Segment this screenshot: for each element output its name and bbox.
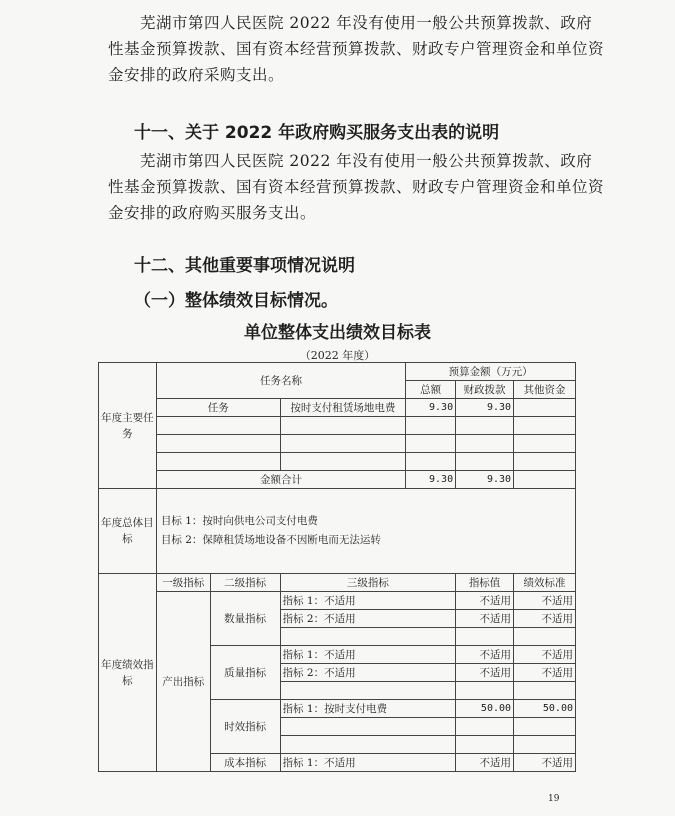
main-task-label: 年度主要任务 bbox=[99, 363, 157, 489]
page-number: 19 bbox=[548, 794, 560, 804]
quantity-index-1: 指标 1：不适用 bbox=[280, 592, 456, 610]
empty-cell bbox=[406, 453, 456, 471]
timeliness-index-1-value: 50.00 bbox=[456, 700, 514, 718]
quantity-index-1-standard: 不适用 bbox=[514, 592, 576, 610]
sum-other bbox=[514, 471, 576, 489]
empty-cell bbox=[456, 736, 514, 754]
paragraph-procurement: 芜湖市第四人民医院 2022 年没有使用一般公共预算拨款、政府性基金预算拨款、国有资本经营预算拨款、财政专户管理资金和单位资金安排的政府采购支出。 bbox=[108, 14, 605, 84]
empty-cell bbox=[456, 435, 514, 453]
task-label: 任务 bbox=[156, 399, 280, 417]
budget-header: 预算金额（万元） bbox=[406, 363, 576, 381]
empty-cell bbox=[280, 453, 406, 471]
heading-12: 十二、其他重要事项情况说明 bbox=[134, 256, 355, 276]
goal-2: 目标 2：保障租赁场地设备不因断电而无法运转 bbox=[160, 534, 381, 546]
empty-cell bbox=[406, 417, 456, 435]
empty-cell bbox=[514, 453, 576, 471]
index-value-header: 指标值 bbox=[456, 574, 514, 592]
cost-index-1-value: 不适用 bbox=[456, 754, 514, 772]
cost-index-1-standard: 不适用 bbox=[514, 754, 576, 772]
total-column-header: 总额 bbox=[406, 381, 456, 399]
empty-cell bbox=[514, 435, 576, 453]
level-1-header: 一级指标 bbox=[156, 574, 210, 592]
quantity-index-1-value: 不适用 bbox=[456, 592, 514, 610]
standard-header: 绩效标准 bbox=[514, 574, 576, 592]
empty-cell bbox=[514, 736, 576, 754]
empty-cell bbox=[456, 453, 514, 471]
sum-total: 9.30 bbox=[406, 471, 456, 489]
quality-index-1-value: 不适用 bbox=[456, 646, 514, 664]
overall-goals bbox=[156, 489, 575, 574]
empty-cell bbox=[280, 435, 406, 453]
task-1-other bbox=[514, 399, 576, 417]
empty-cell bbox=[514, 682, 576, 700]
task-1-total: 9.30 bbox=[406, 399, 456, 417]
quality-index-2-value: 不适用 bbox=[456, 664, 514, 682]
empty-cell bbox=[514, 718, 576, 736]
quality-index-1-standard: 不适用 bbox=[514, 646, 576, 664]
cost-index-1: 指标 1：不适用 bbox=[280, 754, 456, 772]
paragraph-purchase-services: 芜湖市第四人民医院 2022 年没有使用一般公共预算拨款、政府性基金预算拨款、国有资本经营预算拨款、财政专户管理资金和单位资金安排的政府购买服务支出。 bbox=[108, 152, 605, 222]
empty-cell bbox=[456, 628, 514, 646]
quality-indicator: 质量指标 bbox=[210, 646, 280, 700]
quality-index-2: 指标 2：不适用 bbox=[280, 664, 456, 682]
empty-cell bbox=[456, 718, 514, 736]
quality-index-1: 指标 1：不适用 bbox=[280, 646, 456, 664]
empty-cell bbox=[280, 736, 456, 754]
timeliness-index-1: 指标 1：按时支付电费 bbox=[280, 700, 456, 718]
quantity-index-2-value: 不适用 bbox=[456, 610, 514, 628]
goal-1: 目标 1：按时向供电公司支付电费 bbox=[160, 515, 318, 527]
task-name-header: 任务名称 bbox=[156, 363, 405, 399]
empty-cell bbox=[156, 417, 280, 435]
empty-cell bbox=[456, 417, 514, 435]
empty-cell bbox=[406, 435, 456, 453]
empty-cell bbox=[280, 682, 456, 700]
table-title: 单位整体支出绩效目标表 bbox=[244, 323, 431, 343]
quantity-index-2: 指标 2：不适用 bbox=[280, 610, 456, 628]
task-1-name: 按时支付租赁场地电费 bbox=[280, 399, 406, 417]
table-year: （2022 年度） bbox=[299, 349, 376, 362]
empty-cell bbox=[280, 628, 456, 646]
output-indicator: 产出指标 bbox=[156, 592, 210, 772]
level-2-header: 二级指标 bbox=[210, 574, 280, 592]
empty-cell bbox=[514, 628, 576, 646]
empty-cell bbox=[156, 453, 280, 471]
fiscal-column-header: 财政拨款 bbox=[456, 381, 514, 399]
overall-goal-label: 年度总体目标 bbox=[99, 489, 157, 574]
task-1-fiscal: 9.30 bbox=[456, 399, 514, 417]
timeliness-index-1-standard: 50.00 bbox=[514, 700, 576, 718]
empty-cell bbox=[280, 417, 406, 435]
timeliness-indicator: 时效指标 bbox=[210, 700, 280, 754]
level-3-header: 三级指标 bbox=[280, 574, 456, 592]
heading-12-1: （一）整体绩效目标情况。 bbox=[134, 291, 338, 311]
heading-11: 十一、关于 2022 年政府购买服务支出表的说明 bbox=[134, 123, 500, 143]
sum-label: 金额合计 bbox=[156, 471, 405, 489]
cost-indicator: 成本指标 bbox=[210, 754, 280, 772]
quantity-index-2-standard: 不适用 bbox=[514, 610, 576, 628]
performance-table bbox=[98, 362, 576, 772]
performance-label: 年度绩效指标 bbox=[99, 574, 157, 772]
empty-cell bbox=[514, 417, 576, 435]
other-column-header: 其他资金 bbox=[514, 381, 576, 399]
quality-index-2-standard: 不适用 bbox=[514, 664, 576, 682]
sum-fiscal: 9.30 bbox=[456, 471, 514, 489]
empty-cell bbox=[156, 435, 280, 453]
empty-cell bbox=[280, 718, 456, 736]
empty-cell bbox=[456, 682, 514, 700]
quantity-indicator: 数量指标 bbox=[210, 592, 280, 646]
